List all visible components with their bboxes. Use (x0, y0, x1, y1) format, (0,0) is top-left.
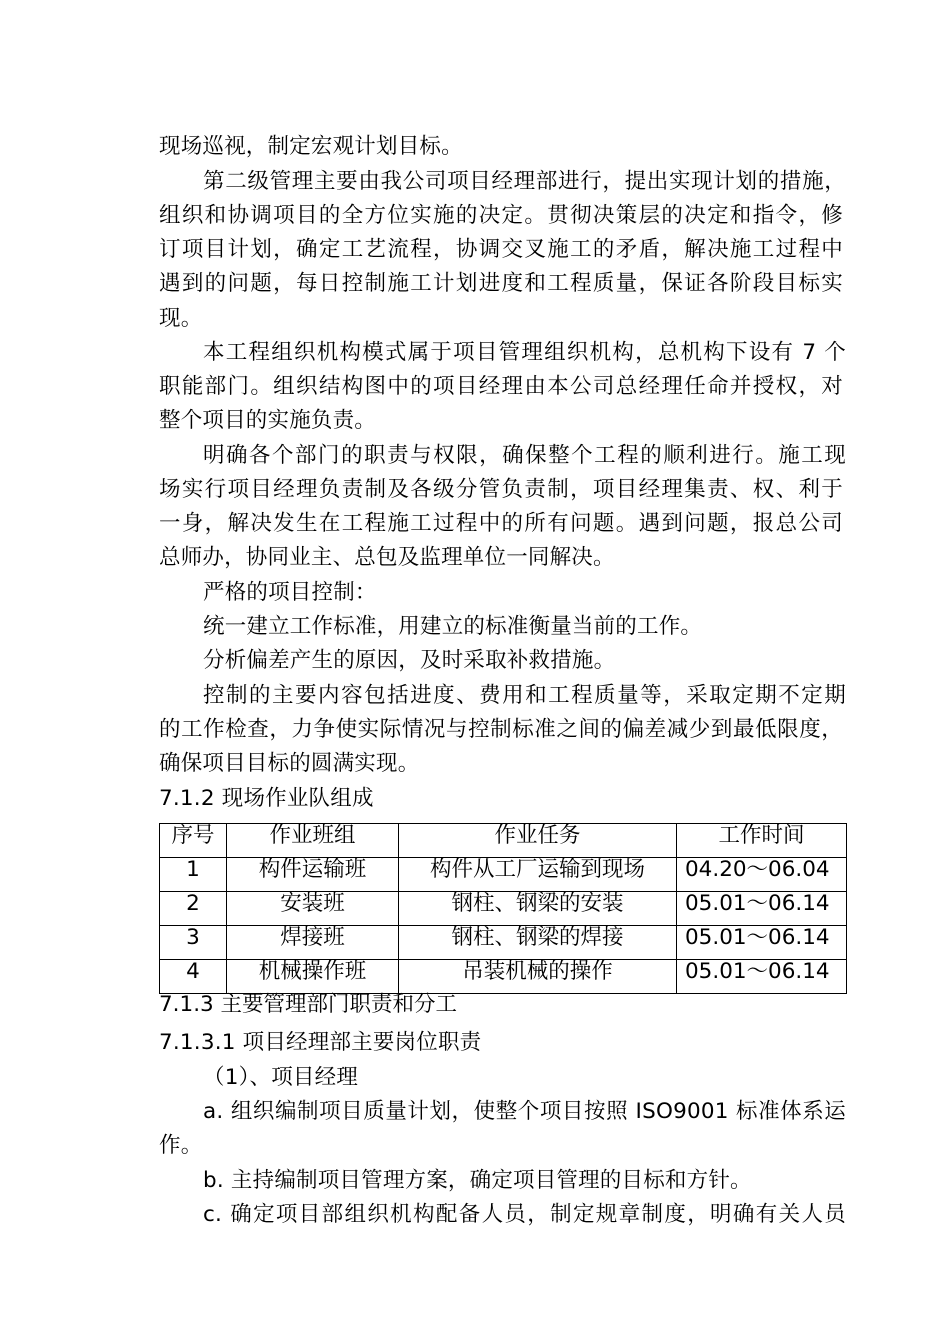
table-header-cell: 作业任务 (399, 824, 677, 858)
section-heading-7-1-3: 7.1.3 主要管理部门职责和分工 (159, 992, 458, 1017)
list-item-a-continued: 作。 (159, 1133, 203, 1158)
paragraph-line: 场实行项目经理负责制及各级分管负责制，项目经理集责、权、利于 (159, 477, 843, 502)
paragraph-line: 本工程组织机构模式属于项目管理组织机构，总机构下设有 7 个 (203, 340, 846, 365)
table-cell: 钢柱、钢梁的焊接 (399, 926, 677, 960)
table-cell: 05.01～06.14 (677, 892, 847, 926)
section-heading-7-1-2: 7.1.2 现场作业队组成 (159, 786, 374, 811)
paragraph-line: 现。 (159, 306, 203, 331)
table-header-cell: 序号 (160, 824, 227, 858)
paragraph-line: 职能部门。组织结构图中的项目经理由本公司总经理任命并授权，对 (159, 374, 843, 399)
paragraph-line: 现场巡视，制定宏观计划目标。 (159, 134, 463, 159)
table-cell: 4 (160, 960, 227, 994)
list-item-c: c. 确定项目部组织机构配备人员，制定规章制度，明确有关人员 (203, 1202, 846, 1227)
table-cell: 构件从工厂运输到现场 (399, 858, 677, 892)
paragraph-line: 严格的项目控制： (203, 580, 377, 605)
paragraph-line: 统一建立工作标准，用建立的标准衡量当前的工作。 (203, 614, 703, 639)
paragraph-line: 分析偏差产生的原因，及时采取补救措施。 (203, 648, 616, 673)
paragraph-line: 控制的主要内容包括进度、费用和工程质量等，采取定期不定期 (203, 683, 846, 708)
table-row (160, 858, 847, 892)
paragraph-line: 第二级管理主要由我公司项目经理部进行，提出实现计划的措施， (203, 169, 846, 194)
item-heading-project-manager: （1）、项目经理 (203, 1065, 359, 1090)
table-cell: 04.20～06.04 (677, 858, 847, 892)
table-cell: 1 (160, 858, 227, 892)
work-team-table (159, 823, 847, 994)
paragraph-line: 一身，解决发生在工程施工过程中的所有问题。遇到问题，报总公司 (159, 511, 843, 536)
table-header-cell: 工作时间 (677, 824, 847, 858)
table-cell: 焊接班 (227, 926, 399, 960)
table-cell: 05.01～06.14 (677, 960, 847, 994)
list-item-a: a. 组织编制项目质量计划，使整个项目按照 ISO9001 标准体系运 (203, 1099, 846, 1124)
table-cell: 吊装机械的操作 (399, 960, 677, 994)
table-cell: 机械操作班 (227, 960, 399, 994)
table-cell: 05.01～06.14 (677, 926, 847, 960)
table-cell: 构件运输班 (227, 858, 399, 892)
table-cell: 安装班 (227, 892, 399, 926)
table-header-row (160, 824, 847, 858)
paragraph-line: 整个项目的实施负责。 (159, 408, 377, 433)
paragraph-line: 的工作检查，力争使实际情况与控制标准之间的偏差减少到最低限度， (159, 717, 843, 742)
paragraph-line: 订项目计划，确定工艺流程，协调交叉施工的矛盾，解决施工过程中 (159, 237, 843, 262)
table-cell: 2 (160, 892, 227, 926)
paragraph-line: 遇到的问题，每日控制施工计划进度和工程质量，保证各阶段目标实 (159, 271, 843, 296)
table-row (160, 892, 847, 926)
paragraph-line: 明确各个部门的职责与权限，确保整个工程的顺利进行。施工现 (203, 443, 846, 468)
table-row (160, 926, 847, 960)
paragraph-line: 确保项目目标的圆满实现。 (159, 751, 420, 776)
paragraph-line: 总师办，协同业主、总包及监理单位一同解决。 (159, 545, 615, 570)
paragraph-line: 组织和协调项目的全方位实施的决定。贯彻决策层的决定和指令，修 (159, 203, 843, 228)
table-header-cell: 作业班组 (227, 824, 399, 858)
list-item-b: b. 主持编制项目管理方案，确定项目管理的目标和方针。 (203, 1168, 752, 1193)
table-cell: 3 (160, 926, 227, 960)
section-heading-7-1-3-1: 7.1.3.1 项目经理部主要岗位职责 (159, 1030, 482, 1055)
table-cell: 钢柱、钢梁的安装 (399, 892, 677, 926)
